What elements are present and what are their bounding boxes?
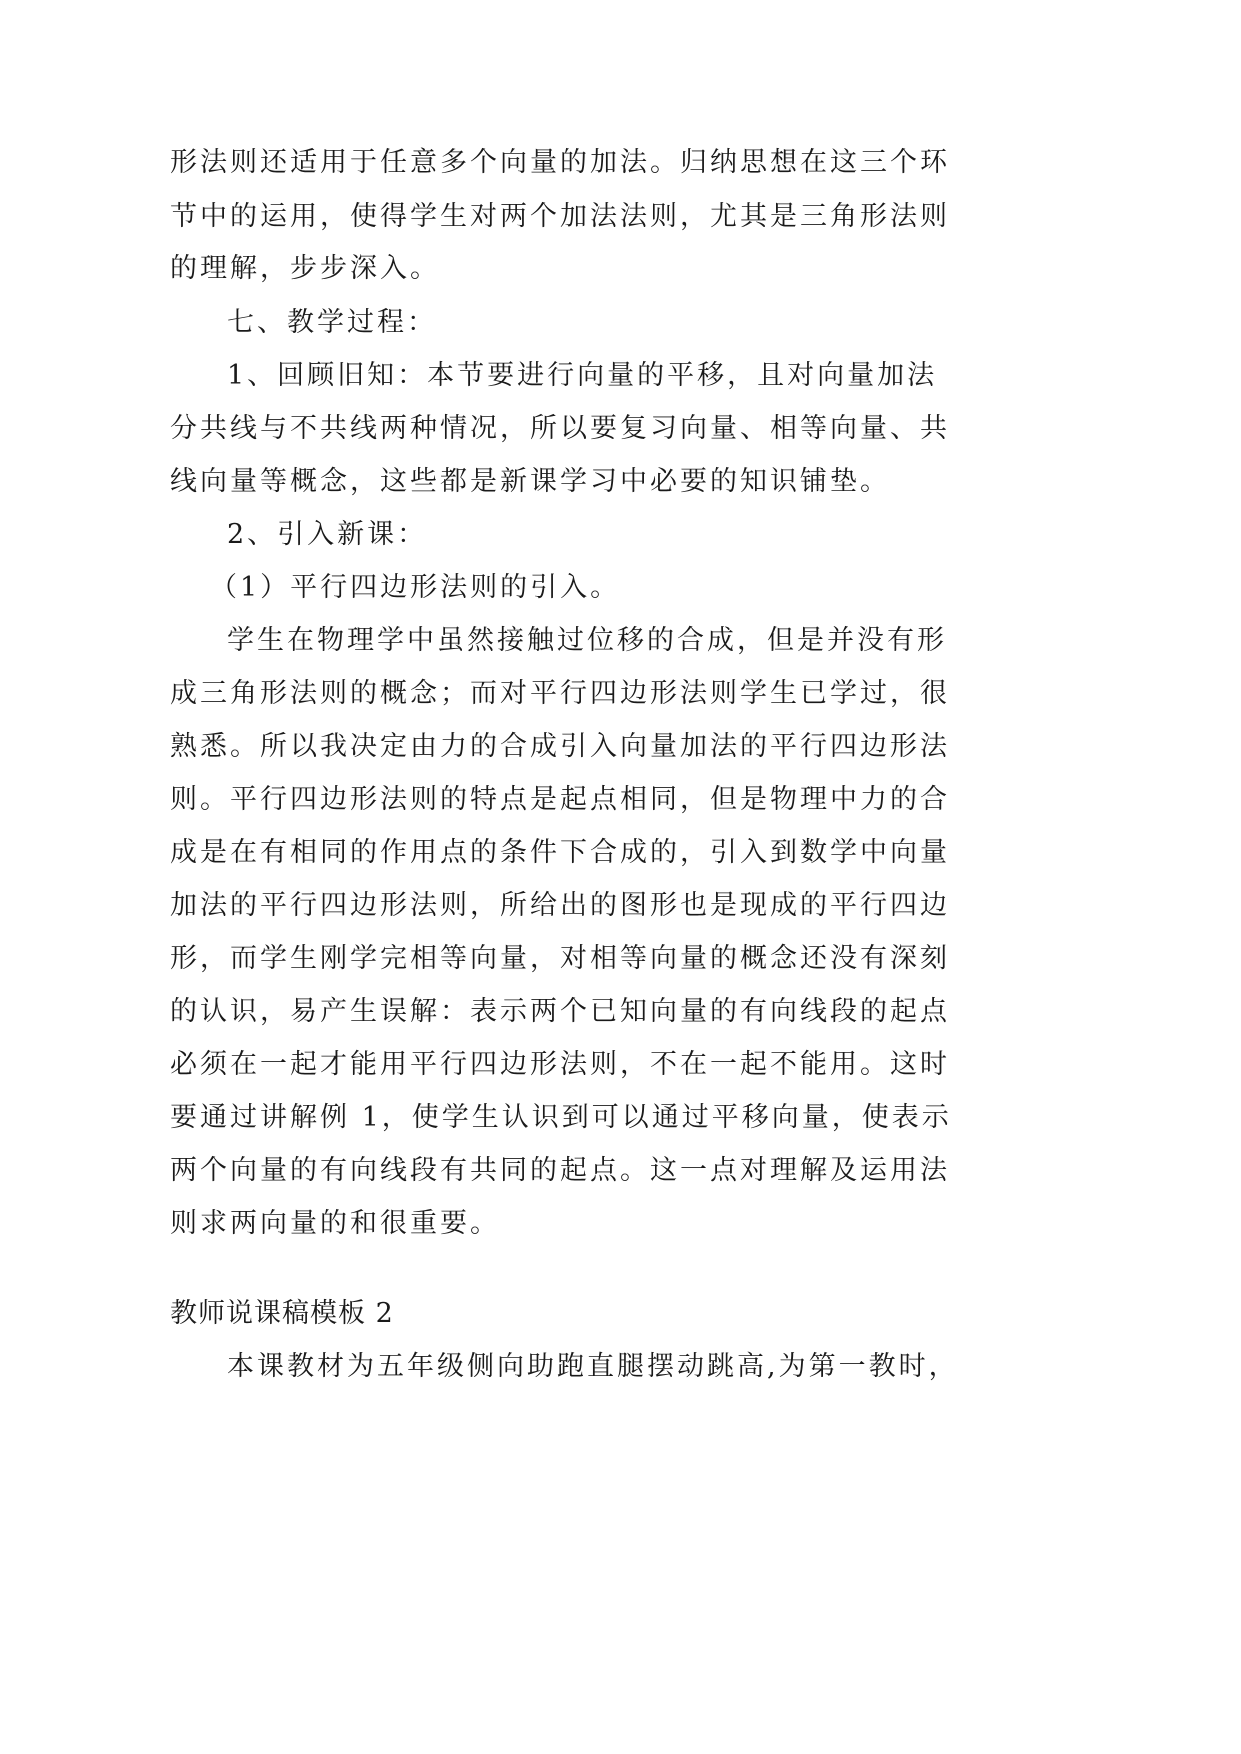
paragraph-line: 成三角形法则的概念；而对平行四边形法则学生已学过，很 xyxy=(170,678,950,709)
document-section-title: 教师说课稿模板 2 xyxy=(170,1298,394,1329)
paragraph-line: 形，而学生刚学完相等向量，对相等向量的概念还没有深刻 xyxy=(170,943,950,974)
paragraph-line: 1、回顾旧知：本节要进行向量的平移，且对向量加法 xyxy=(227,360,938,391)
paragraph-line: 加法的平行四边形法则，所给出的图形也是现成的平行四边 xyxy=(170,890,950,921)
subsection-heading: 2、引入新课： xyxy=(227,519,428,550)
paragraph-line: 要通过讲解例 1，使学生认识到可以通过平移向量，使表示 xyxy=(170,1102,952,1133)
paragraph-line: 成是在有相同的作用点的条件下合成的，引入到数学中向量 xyxy=(170,837,950,868)
paragraph-line: 则。平行四边形法则的特点是起点相同，但是物理中力的合 xyxy=(170,784,950,815)
subsection-heading: （1）平行四边形法则的引入。 xyxy=(210,572,621,603)
paragraph-line: 两个向量的有向线段有共同的起点。这一点对理解及运用法 xyxy=(170,1155,950,1186)
paragraph-line: 分共线与不共线两种情况，所以要复习向量、相等向量、共 xyxy=(170,413,950,444)
paragraph-line: 本课教材为五年级侧向助跑直腿摆动跳高,为第一教时， xyxy=(227,1351,959,1382)
paragraph-line: 的理解，步步深入。 xyxy=(170,253,440,284)
paragraph-line: 形法则还适用于任意多个向量的加法。归纳思想在这三个环 xyxy=(170,147,950,178)
paragraph-line: 节中的运用，使得学生对两个加法法则，尤其是三角形法则 xyxy=(170,201,950,232)
paragraph-line: 则求两向量的和很重要。 xyxy=(170,1208,500,1239)
paragraph-line: 线向量等概念，这些都是新课学习中必要的知识铺垫。 xyxy=(170,466,890,497)
paragraph-line: 学生在物理学中虽然接触过位移的合成，但是并没有形 xyxy=(227,625,947,656)
paragraph-line: 熟悉。所以我决定由力的合成引入向量加法的平行四边形法 xyxy=(170,731,950,762)
paragraph-line: 的认识，易产生误解：表示两个已知向量的有向线段的起点 xyxy=(170,996,950,1027)
section-heading: 七、教学过程： xyxy=(227,307,437,338)
paragraph-line: 必须在一起才能用平行四边形法则，不在一起不能用。这时 xyxy=(170,1049,950,1080)
